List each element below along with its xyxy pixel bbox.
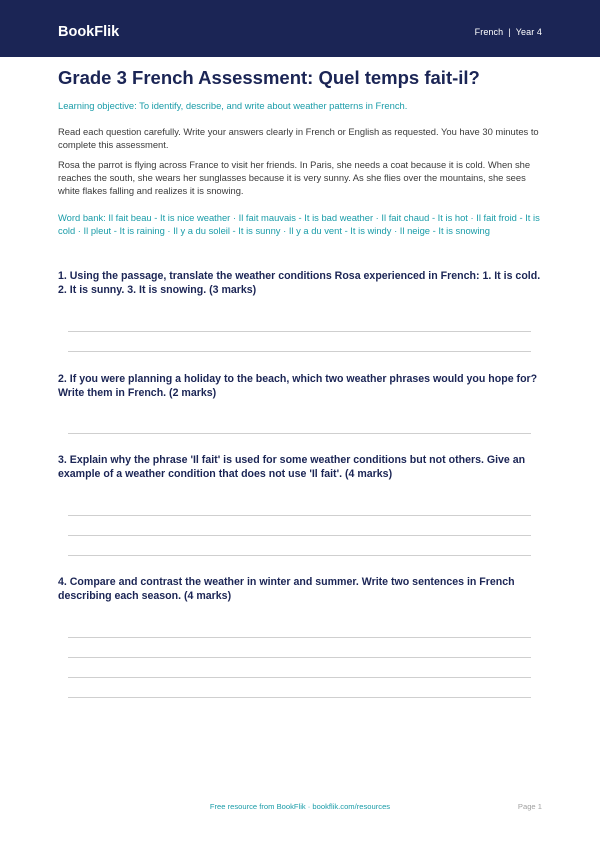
question-2: 2. If you were planning a holiday to the beach, which two weather phrases would you hope for? Write them in French. (2 marks) [58,373,538,399]
reading-passage: Rosa the parrot is flying across France to visit her friends. In Paris, she needs a coat because it is cold. When she reaches the south, she wears her sunglasses because it is very sunny. As she flies over the mountains, she sees white flakes falling and realizes it is snowing. [58,159,531,196]
question-3: 3. Explain why the phrase 'Il fait' is used for some weather conditions but not others. Give an example of a weather condition that does not use 'Il fait'. (4 marks) [58,454,526,480]
word-bank: Word bank: Il fait beau - It is nice weather · Il fait mauvais - It is bad weather · Il fait chaud - It is hot · Il fait froid - It is cold · Il pleut - It is raining · Il y a du soleil - It is sunny · Il y a du vent - It is windy · Il neige - It is snowing [58,212,540,236]
meta-separator: | [508,27,511,37]
answer-line[interactable] [68,697,531,698]
answer-line[interactable] [68,555,531,556]
learning-objective: Learning objective: To identify, describe, and write about weather patterns in French. [58,100,408,111]
answer-line[interactable] [68,351,531,352]
question-1: 1. Using the passage, translate the weather conditions Rosa experienced in French: 1. It is cold. 2. It is sunny. 3. It is snowing. (3 marks) [58,270,541,296]
instructions-text: Read each question carefully. Write your answers clearly in French or English as requested. You have 30 minutes to complete this assessment. [58,126,539,150]
answer-line[interactable] [68,515,531,516]
answer-line[interactable] [68,657,531,658]
subject-label: French [474,27,504,37]
page-number: Page 1 [517,802,542,811]
answer-line[interactable] [68,535,531,536]
footer-credit: Free resource from BookFlik · bookflik.com/resources [209,802,391,811]
page-header [0,0,600,57]
answer-line[interactable] [68,677,531,678]
page-title: Grade 3 French Assessment: Quel temps fait-il? [58,67,480,88]
level-label: Year 4 [515,27,542,37]
header-meta [475,26,542,38]
brand-logo-text: BookFlik [58,24,120,40]
question-4: 4. Compare and contrast the weather in winter and summer. Write two sentences in French describing each season. (4 marks) [58,576,515,602]
answer-line[interactable] [68,637,531,638]
answer-line[interactable] [68,331,531,332]
answer-line[interactable] [68,433,531,434]
